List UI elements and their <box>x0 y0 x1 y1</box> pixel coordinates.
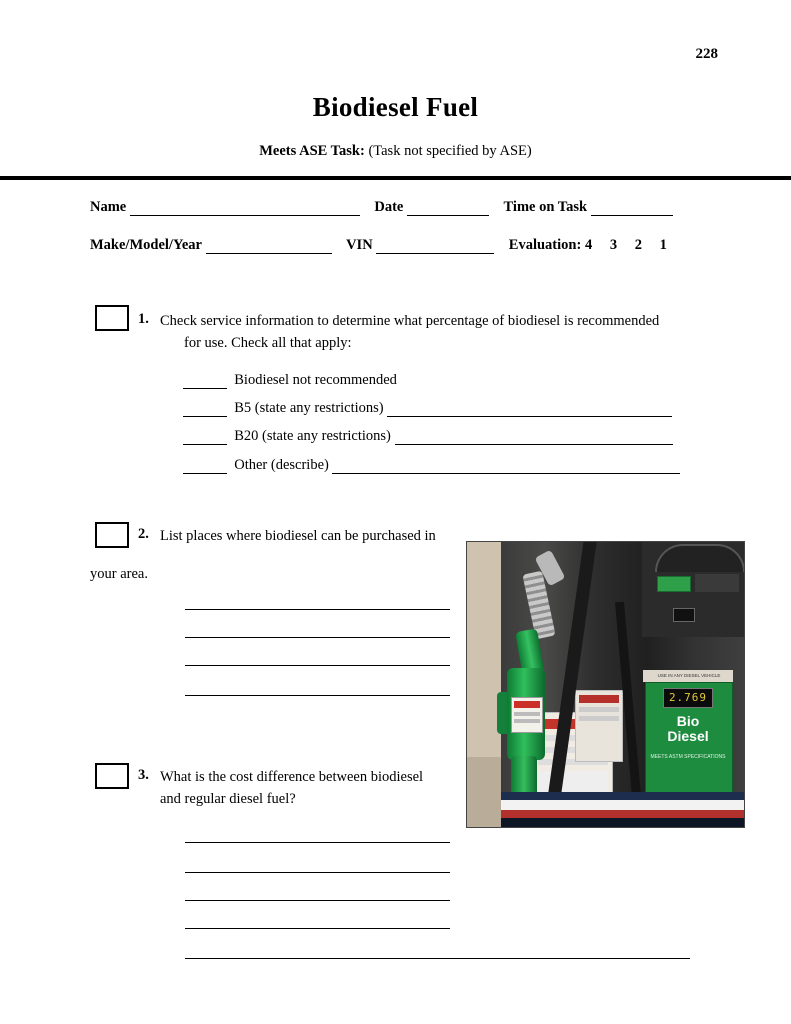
photo-pump-grey-text <box>695 574 739 592</box>
photo-pump-green-badge <box>657 576 691 592</box>
photo-pump-top-curve <box>655 544 745 572</box>
header-row-1 <box>90 199 673 216</box>
photo-warning-placard-2 <box>575 690 623 762</box>
question-1-line-2: for use. Check all that apply: <box>184 335 352 352</box>
page-title: Biodiesel Fuel <box>312 92 479 122</box>
photo-price-display <box>663 688 713 708</box>
question-2-answer-line-1[interactable] <box>185 609 450 610</box>
question-2-checkbox[interactable] <box>95 522 129 548</box>
question-1-option-1 <box>183 372 397 389</box>
option-2-answer-line[interactable] <box>387 403 672 417</box>
name-input[interactable] <box>130 202 360 216</box>
make-model-year-label: Make/Model/Year <box>90 237 202 253</box>
photo-pump-label-header-text: USE IN ANY DIESEL VEHICLE <box>657 673 721 678</box>
ase-task-value: (Task not specified by ASE) <box>368 143 532 159</box>
ase-task-subtitle <box>0 143 791 160</box>
question-1-option-3 <box>183 428 673 445</box>
time-on-task-input[interactable] <box>591 202 673 216</box>
photo-pump-base-stripe-white <box>501 800 744 810</box>
date-label: Date <box>374 199 404 215</box>
vin-input[interactable] <box>376 240 494 254</box>
page-number: 228 <box>695 46 718 62</box>
question-2-answer-line-3[interactable] <box>185 665 450 666</box>
question-1-line-1: Check service information to determine what percentage of biodiesel is recommended <box>160 313 660 329</box>
question-2-number: 2. <box>138 526 149 542</box>
name-label: Name <box>90 199 127 215</box>
question-3-answer-line-3[interactable] <box>185 900 450 901</box>
photo-brand-subtext: MEETS ASTM SPECIFICATIONS <box>650 754 726 760</box>
question-3-answer-line-4[interactable] <box>185 928 450 929</box>
question-1-option-2 <box>183 400 672 417</box>
question-3-line-1: What is the cost difference between biodiesel <box>160 769 424 785</box>
photo-nozzle-warning-label <box>511 697 543 733</box>
question-1-number: 1. <box>138 311 149 327</box>
header-divider <box>0 176 791 180</box>
question-3-answer-line-1[interactable] <box>185 842 450 843</box>
question-3-answer-line-2[interactable] <box>185 872 450 873</box>
evaluation-label: Evaluation: <box>508 237 582 253</box>
question-3-answer-line-5[interactable] <box>185 958 690 959</box>
photo-brand-line-2: Diesel <box>667 728 709 744</box>
time-on-task-label: Time on Task <box>503 199 588 215</box>
ase-task-label: Meets ASE Task: <box>259 143 365 159</box>
option-2-blank[interactable] <box>183 403 227 417</box>
photo-brand-text <box>647 714 729 744</box>
option-1-blank[interactable] <box>183 375 227 389</box>
photo-brand-line-1: Bio <box>676 713 700 729</box>
header-row-2 <box>90 237 674 254</box>
option-4-answer-line[interactable] <box>332 460 680 474</box>
option-3-blank[interactable] <box>183 431 227 445</box>
question-2-text: List places where biodiesel can be purchased in <box>160 528 436 544</box>
question-1-option-4 <box>183 457 680 474</box>
photo-ground-shadow <box>501 818 744 827</box>
option-1-label: Biodiesel not recommended <box>234 372 397 388</box>
question-3-line-2: and regular diesel fuel? <box>160 791 296 808</box>
photo-pump-base-stripe-red <box>501 810 744 818</box>
question-2-answer-line-4[interactable] <box>185 695 450 696</box>
photo-wall-lower <box>467 757 501 827</box>
question-3-checkbox[interactable] <box>95 763 129 789</box>
vin-label: VIN <box>346 237 373 253</box>
question-2-text-cont: your area. <box>90 566 148 582</box>
photo-price-value: 2.769 <box>668 691 708 704</box>
question-3-number: 3. <box>138 767 149 783</box>
option-3-answer-line[interactable] <box>395 431 673 445</box>
question-1-checkbox[interactable] <box>95 305 129 331</box>
biodiesel-fuel-pump-photo <box>466 541 745 828</box>
date-input[interactable] <box>407 202 489 216</box>
option-4-blank[interactable] <box>183 460 227 474</box>
option-2-label: B5 (state any restrictions) <box>234 400 384 416</box>
option-4-label: Other (describe) <box>234 457 329 473</box>
option-3-label: B20 (state any restrictions) <box>234 428 391 444</box>
photo-card-slot <box>673 608 695 622</box>
question-2-answer-line-2[interactable] <box>185 637 450 638</box>
question-3-text <box>160 766 460 811</box>
make-model-year-input[interactable] <box>206 240 332 254</box>
evaluation-scale[interactable]: 4 3 2 1 <box>584 237 674 253</box>
question-1-text <box>160 310 705 355</box>
